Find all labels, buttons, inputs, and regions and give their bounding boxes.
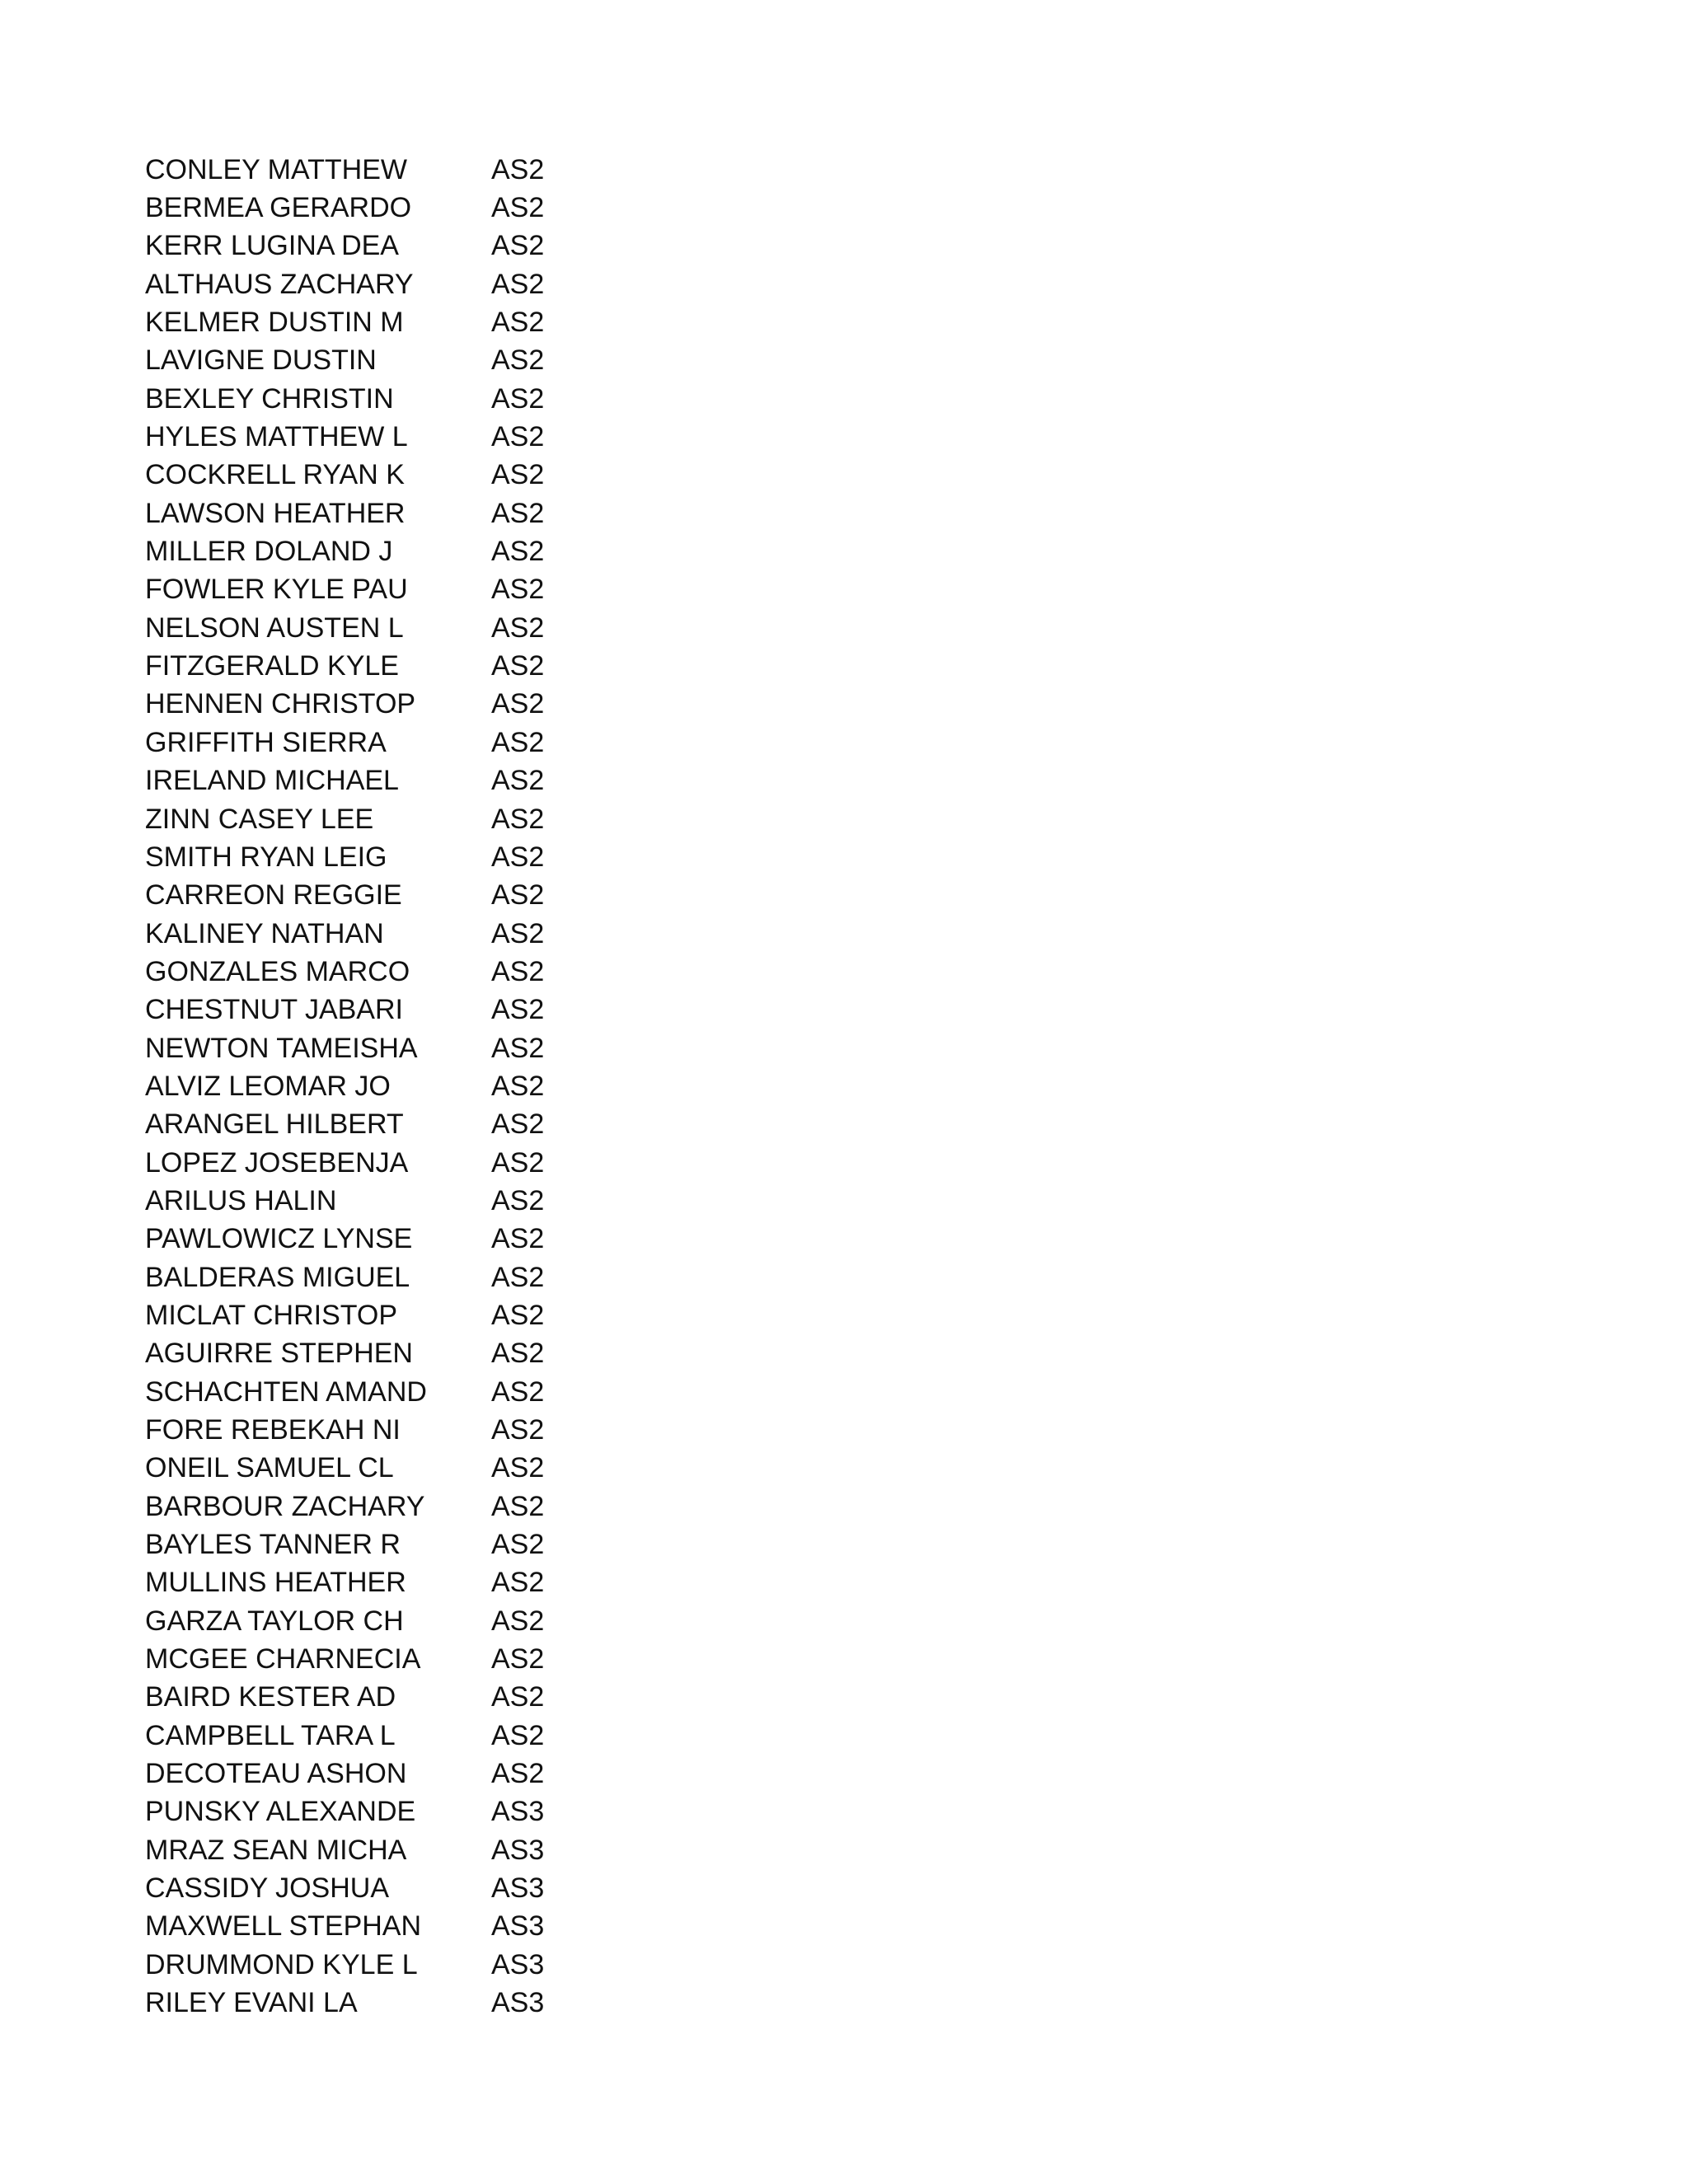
rank-code: AS2 xyxy=(491,1070,545,1102)
roster-row xyxy=(145,1182,544,1220)
person-name: LOPEZ JOSEBENJA xyxy=(145,1146,409,1179)
roster-row xyxy=(145,762,544,800)
person-name: MCGEE CHARNECIA xyxy=(145,1643,421,1675)
roster-row xyxy=(145,1831,544,1869)
roster-row xyxy=(145,877,544,915)
rank-code: AS2 xyxy=(491,497,545,529)
roster-row xyxy=(145,457,544,494)
person-name: GARZA TAYLOR CH xyxy=(145,1605,404,1637)
roster-row xyxy=(145,647,544,685)
person-name: KELMER DUSTIN M xyxy=(145,307,404,339)
person-name: GRIFFITH SIERRA xyxy=(145,726,387,758)
rank-code: AS2 xyxy=(491,230,545,262)
roster-row xyxy=(145,1488,544,1526)
person-name: CHESTNUT JABARI xyxy=(145,994,403,1026)
roster-row xyxy=(145,991,544,1029)
person-name: BARBOUR ZACHARY xyxy=(145,1490,425,1522)
roster-row xyxy=(145,686,544,724)
person-name: ARILUS HALIN xyxy=(145,1184,337,1216)
rank-code: AS2 xyxy=(491,1605,545,1637)
person-name: KERR LUGINA DEA xyxy=(145,230,399,262)
person-name: FITZGERALD KYLE xyxy=(145,650,399,682)
person-name: FOWLER KYLE PAU xyxy=(145,574,408,606)
rank-code: AS2 xyxy=(491,955,545,987)
rank-code: AS2 xyxy=(491,765,545,797)
roster-row xyxy=(145,609,544,647)
person-name: BEXLEY CHRISTIN xyxy=(145,382,394,415)
person-name: COCKRELL RYAN K xyxy=(145,459,405,491)
person-name: FORE REBEKAH NI xyxy=(145,1414,401,1446)
roster-row xyxy=(145,1793,544,1831)
roster-row xyxy=(145,265,544,303)
rank-code: AS2 xyxy=(491,1032,545,1064)
roster-row xyxy=(145,1602,544,1640)
roster-row xyxy=(145,571,544,609)
person-name: MAXWELL STEPHAN xyxy=(145,1910,422,1943)
person-name: PUNSKY ALEXANDE xyxy=(145,1796,416,1828)
person-name: BAYLES TANNER R xyxy=(145,1529,401,1561)
person-name: HENNEN CHRISTOP xyxy=(145,688,416,720)
person-name: CASSIDY JOSHUA xyxy=(145,1872,390,1905)
rank-code: AS2 xyxy=(491,574,545,606)
rank-code: AS2 xyxy=(491,1376,545,1408)
rank-code: AS2 xyxy=(491,688,545,720)
rank-code: AS3 xyxy=(491,1987,545,2019)
roster-row xyxy=(145,494,544,532)
rank-code: AS2 xyxy=(491,421,545,453)
roster-row xyxy=(145,1144,544,1182)
roster-row xyxy=(145,380,544,418)
person-name: CARREON REGGIE xyxy=(145,879,402,912)
person-name: RILEY EVANI LA xyxy=(145,1987,358,2019)
roster-row xyxy=(145,418,544,456)
rank-code: AS2 xyxy=(491,1490,545,1522)
roster-row xyxy=(145,342,544,380)
roster-row xyxy=(145,1411,544,1449)
roster-row xyxy=(145,1373,544,1411)
rank-code: AS3 xyxy=(491,1834,545,1866)
rank-code: AS2 xyxy=(491,1261,545,1293)
person-name: BAIRD KESTER AD xyxy=(145,1681,396,1713)
roster-row xyxy=(145,953,544,991)
roster-row xyxy=(145,1067,544,1105)
roster-row xyxy=(145,1335,544,1373)
roster-row xyxy=(145,1296,544,1334)
person-name: DRUMMOND KYLE L xyxy=(145,1948,418,1980)
rank-code: AS2 xyxy=(491,612,545,644)
person-name: DECOTEAU ASHON xyxy=(145,1758,407,1790)
person-name: ZINN CASEY LEE xyxy=(145,803,374,835)
roster-row xyxy=(145,189,544,227)
roster-row xyxy=(145,1717,544,1755)
rank-code: AS2 xyxy=(491,1414,545,1446)
rank-code: AS3 xyxy=(491,1796,545,1828)
rank-code: AS2 xyxy=(491,879,545,912)
roster-row xyxy=(145,303,544,341)
rank-code: AS2 xyxy=(491,1146,545,1179)
roster-row xyxy=(145,1869,544,1907)
roster-row xyxy=(145,1450,544,1488)
rank-code: AS2 xyxy=(491,1184,545,1216)
roster-row xyxy=(145,1564,544,1602)
person-name: CONLEY MATTHEW xyxy=(145,153,407,185)
rank-code: AS3 xyxy=(491,1872,545,1905)
rank-code: AS2 xyxy=(491,1529,545,1561)
rank-code: AS3 xyxy=(491,1948,545,1980)
rank-code: AS2 xyxy=(491,994,545,1026)
person-name: IRELAND MICHAEL xyxy=(145,765,399,797)
rank-code: AS2 xyxy=(491,1223,545,1255)
rank-code: AS2 xyxy=(491,344,545,377)
roster-row xyxy=(145,151,544,189)
person-name: NEWTON TAMEISHA xyxy=(145,1032,418,1064)
person-name: MULLINS HEATHER xyxy=(145,1567,406,1599)
roster-row xyxy=(145,1258,544,1296)
rank-code: AS2 xyxy=(491,192,545,224)
rank-code: AS2 xyxy=(491,1719,545,1751)
rank-code: AS2 xyxy=(491,459,545,491)
rank-code: AS2 xyxy=(491,153,545,185)
rank-code: AS2 xyxy=(491,1338,545,1370)
rank-code: AS2 xyxy=(491,1108,545,1141)
person-name: LAWSON HEATHER xyxy=(145,497,406,529)
roster-row xyxy=(145,1755,544,1793)
person-name: CAMPBELL TARA L xyxy=(145,1719,396,1751)
rank-code: AS2 xyxy=(491,803,545,835)
rank-code: AS2 xyxy=(491,382,545,415)
roster-row xyxy=(145,1221,544,1258)
rank-code: AS2 xyxy=(491,1643,545,1675)
roster-row xyxy=(145,532,544,570)
roster-list xyxy=(145,151,544,2022)
person-name: KALINEY NATHAN xyxy=(145,917,384,949)
person-name: ONEIL SAMUEL CL xyxy=(145,1452,394,1484)
roster-row xyxy=(145,800,544,838)
roster-row xyxy=(145,1106,544,1144)
roster-row xyxy=(145,1908,544,1946)
rank-code: AS2 xyxy=(491,917,545,949)
rank-code: AS2 xyxy=(491,841,545,873)
rank-code: AS2 xyxy=(491,650,545,682)
rank-code: AS2 xyxy=(491,268,545,300)
rank-code: AS2 xyxy=(491,726,545,758)
person-name: BERMEA GERARDO xyxy=(145,192,412,224)
rank-code: AS2 xyxy=(491,536,545,568)
rank-code: AS2 xyxy=(491,1452,545,1484)
rank-code: AS2 xyxy=(491,307,545,339)
person-name: ARANGEL HILBERT xyxy=(145,1108,404,1141)
person-name: SCHACHTEN AMAND xyxy=(145,1376,427,1408)
rank-code: AS2 xyxy=(491,1567,545,1599)
roster-row xyxy=(145,1985,544,2022)
person-name: ALVIZ LEOMAR JO xyxy=(145,1070,391,1102)
person-name: ALTHAUS ZACHARY xyxy=(145,268,414,300)
roster-row xyxy=(145,915,544,953)
roster-row xyxy=(145,838,544,876)
person-name: GONZALES MARCO xyxy=(145,955,410,987)
person-name: PAWLOWICZ LYNSE xyxy=(145,1223,413,1255)
person-name: MRAZ SEAN MICHA xyxy=(145,1834,407,1866)
person-name: BALDERAS MIGUEL xyxy=(145,1261,410,1293)
roster-row xyxy=(145,1679,544,1717)
roster-row xyxy=(145,1640,544,1678)
roster-row xyxy=(145,1526,544,1563)
person-name: MILLER DOLAND J xyxy=(145,536,393,568)
rank-code: AS2 xyxy=(491,1758,545,1790)
rank-code: AS3 xyxy=(491,1910,545,1943)
rank-code: AS2 xyxy=(491,1299,545,1331)
person-name: MICLAT CHRISTOP xyxy=(145,1299,398,1331)
roster-row xyxy=(145,1029,544,1067)
person-name: NELSON AUSTEN L xyxy=(145,612,404,644)
person-name: LAVIGNE DUSTIN xyxy=(145,344,377,377)
roster-row xyxy=(145,1946,544,1984)
roster-row xyxy=(145,227,544,265)
roster-row xyxy=(145,724,544,762)
rank-code: AS2 xyxy=(491,1681,545,1713)
person-name: AGUIRRE STEPHEN xyxy=(145,1338,413,1370)
person-name: HYLES MATTHEW L xyxy=(145,421,408,453)
person-name: SMITH RYAN LEIG xyxy=(145,841,387,873)
